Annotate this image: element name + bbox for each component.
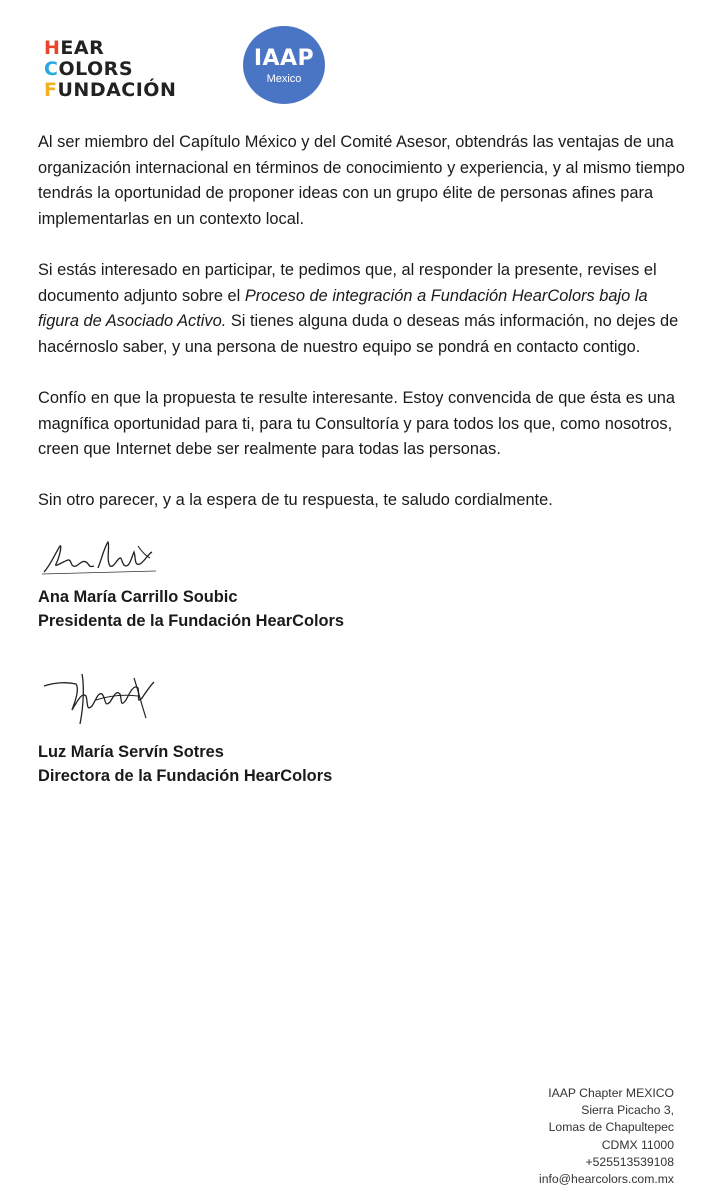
- signatory-1-name: Ana María Carrillo Soubic: [38, 588, 238, 606]
- logo-line-colors: [44, 59, 184, 80]
- footer-address: [539, 1085, 674, 1188]
- paragraph-2-closing: Si tienes alguna duda o deseas más información, no dejes de hacérnoslo saber, y una persona de nuestro equipo se pondrá en contacto contigo.: [38, 312, 679, 356]
- address-line: CDMX 11000: [601, 1137, 674, 1152]
- logo-text-undacion: UNDACIÓN: [57, 79, 177, 101]
- logo-text-olors: OLORS: [58, 58, 134, 80]
- signature-2-image: [38, 660, 163, 730]
- iaap-mexico-logo: [243, 26, 325, 104]
- logo-letter-c: C: [44, 58, 59, 80]
- address-line: IAAP Chapter MEXICO: [548, 1086, 674, 1100]
- paragraph-3: Confío en que la propuesta te resulte interesante. Estoy convencida de que ésta es una magnífica oportunidad para ti, para tu Consultoría y para todos los que, como nosotros, creen que Internet debe ser realmente para todas las personas.: [38, 388, 675, 459]
- paragraph-2-intro: Si estás interesado en participar, te pedimos que, al responder la presente, revises el documento adjunto sobre el: [38, 260, 657, 305]
- paragraph-1: Al ser miembro del Capítulo México y del Comité Asesor, obtendrás las ventajas de una organización internacional en términos de conocimiento y experiencia, y al mismo tiempo tendrás la oportunidad de proponer ideas con un grupo élite de personas afines para implementarlas en un contexto local.: [38, 133, 685, 228]
- address-email: info@hearcolors.com.mx: [539, 1172, 674, 1187]
- address-phone: +525513539108: [585, 1154, 674, 1169]
- paragraph-2-document-title: Proceso de integración a Fundación HearColors bajo la figura de Asociado Activo.: [38, 286, 648, 331]
- signatory-1: [38, 585, 344, 633]
- logo-line-fundacion: [44, 80, 184, 101]
- hearcolors-logo: [44, 38, 184, 101]
- signatory-2: [38, 740, 332, 788]
- address-line: Sierra Picacho 3,: [581, 1103, 674, 1118]
- paragraph-4: Sin otro parecer, y a la espera de tu respuesta, te saludo cordialmente.: [38, 491, 553, 510]
- logo-letter-h: H: [44, 37, 61, 59]
- signatory-2-name: Luz María Servín Sotres: [38, 743, 224, 761]
- signatory-1-title: Presidenta de la Fundación HearColors: [38, 612, 345, 630]
- logo-line-hear: [44, 38, 184, 59]
- paragraph-2: [38, 258, 688, 360]
- signature-1-image: [38, 538, 163, 578]
- address-line: Lomas de Chapultepec: [548, 1120, 674, 1135]
- logo-text-ear: EAR: [60, 37, 105, 59]
- iaap-logo-subtitle: Mexico: [266, 73, 302, 85]
- letter-body: [38, 130, 688, 540]
- iaap-logo-title: IAAP: [253, 46, 315, 71]
- logo-letter-f: F: [44, 79, 58, 101]
- signatory-2-title: Directora de la Fundación HearColors: [38, 767, 333, 785]
